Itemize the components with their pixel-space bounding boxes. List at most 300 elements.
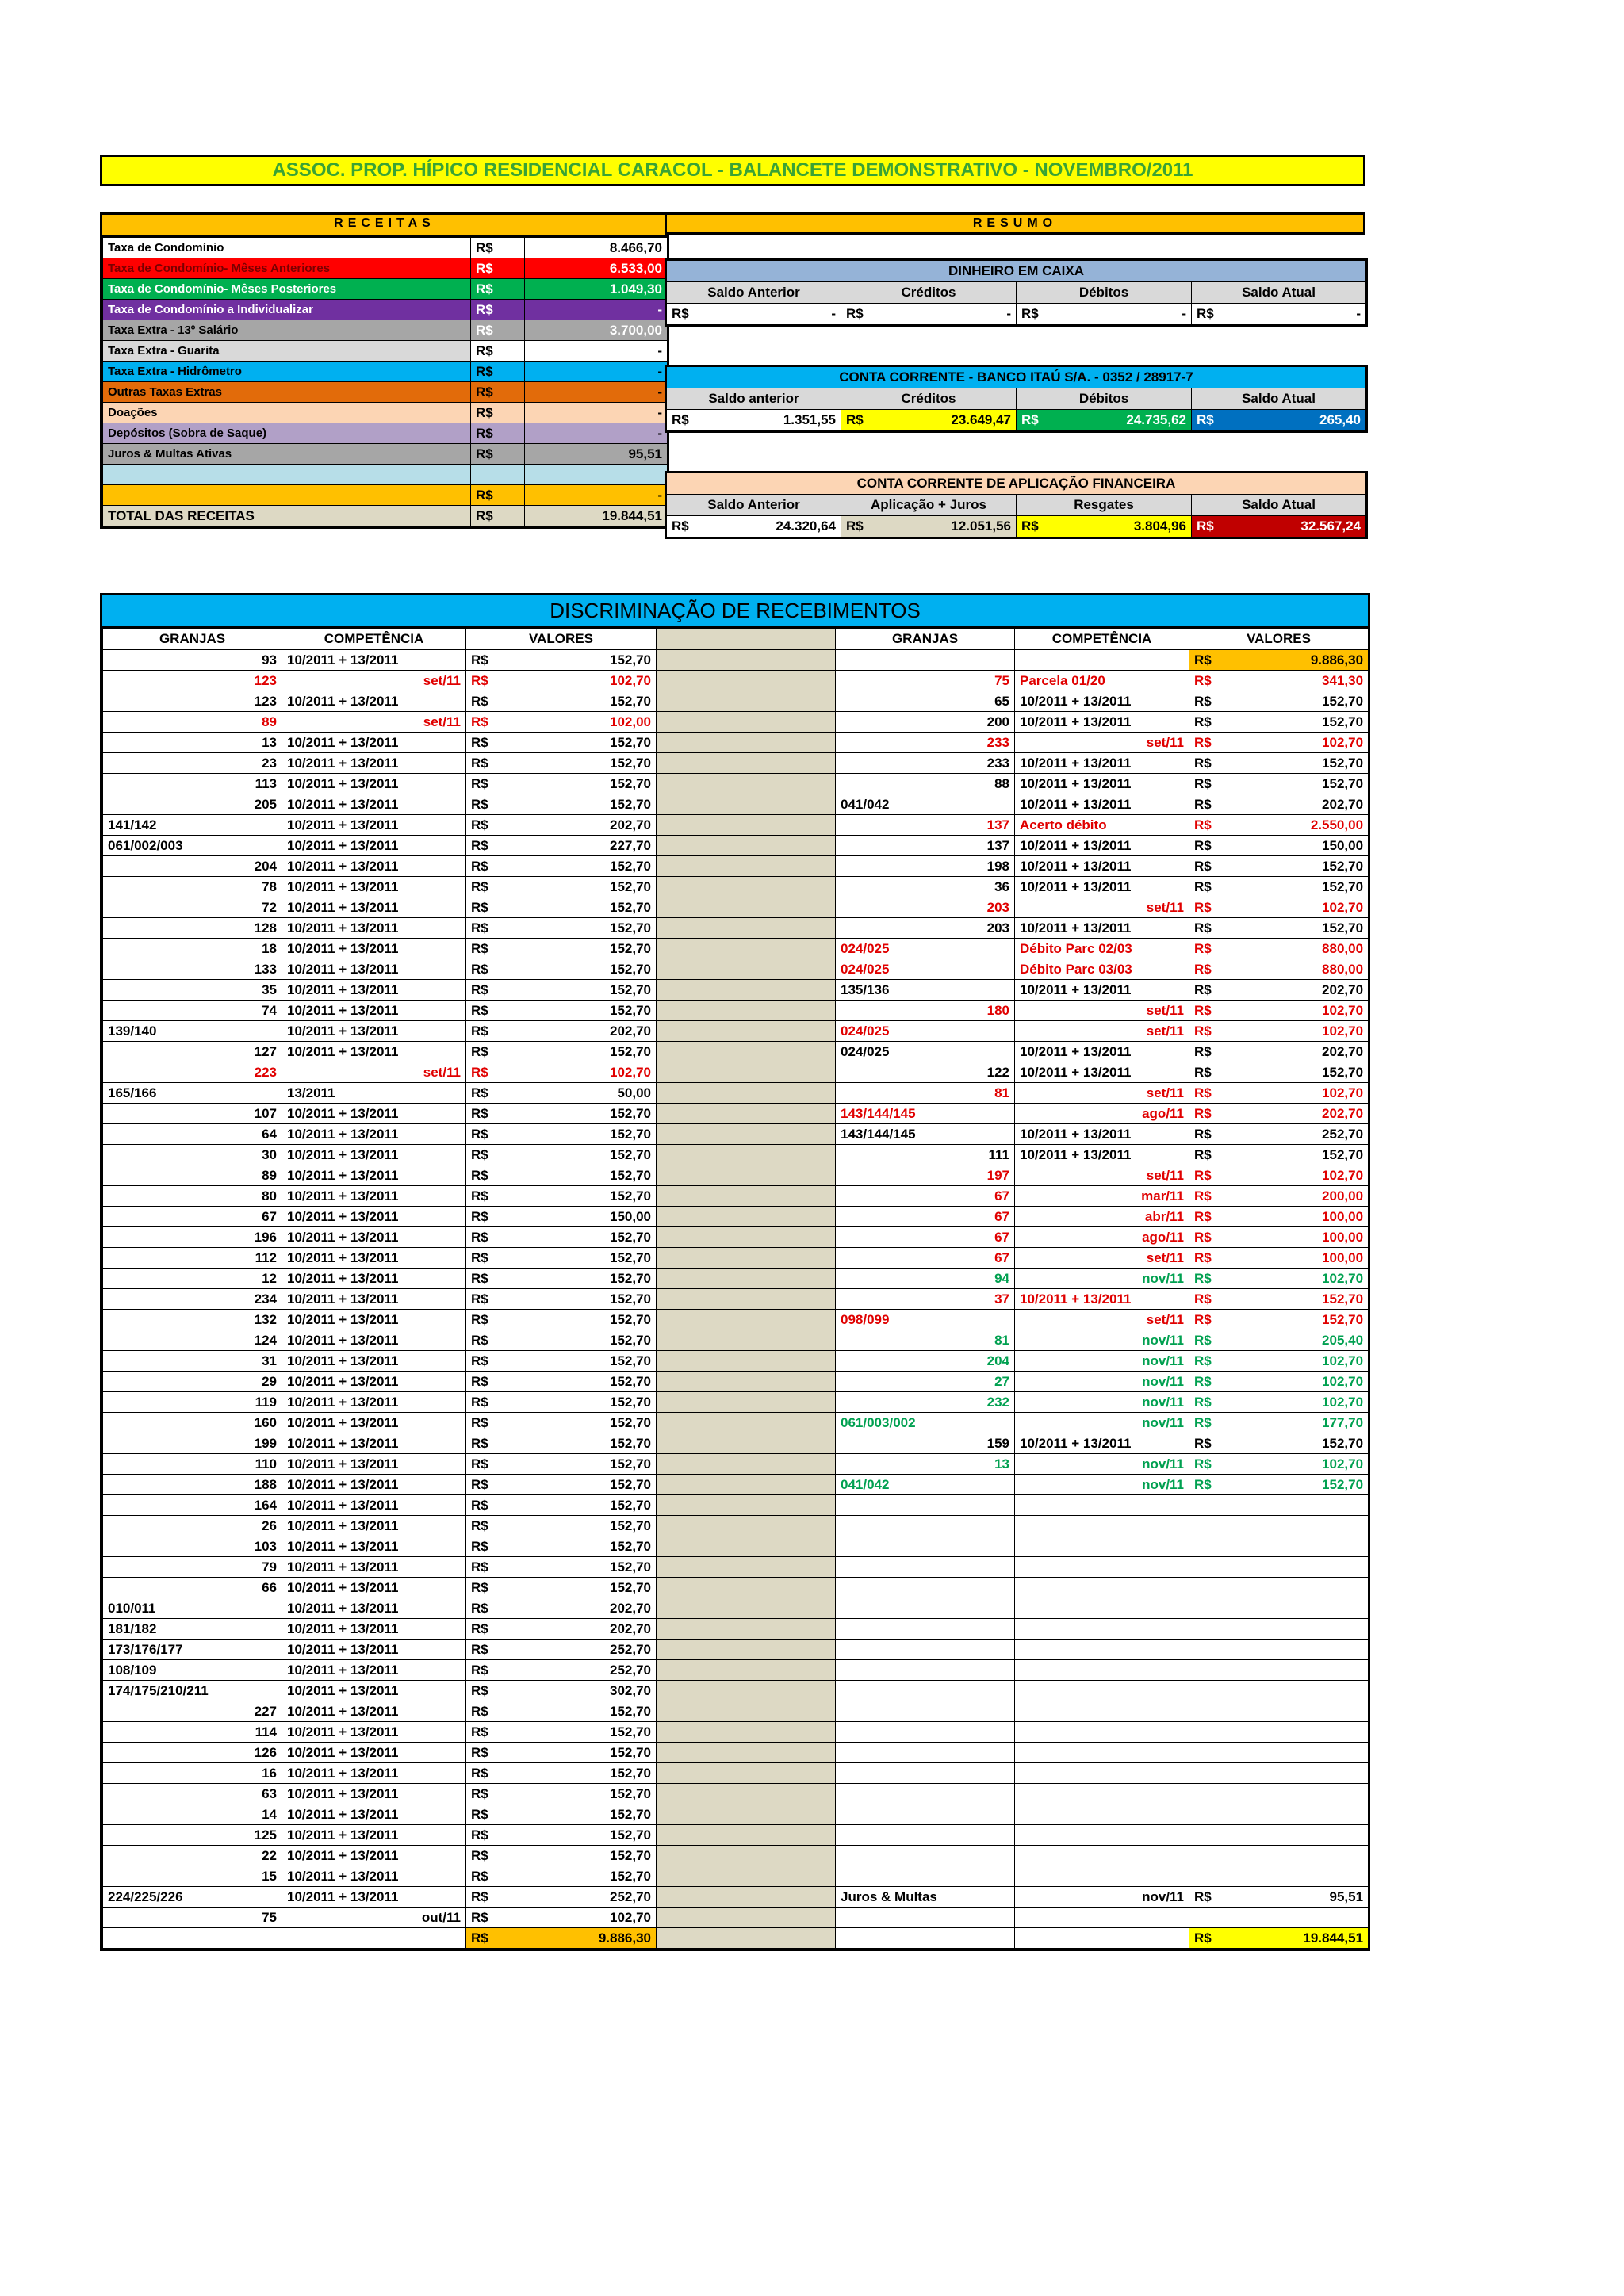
- separator: [657, 1784, 836, 1804]
- right-competencia: 10/2011 + 13/2011: [1015, 794, 1189, 815]
- left-competencia: 10/2011 + 13/2011: [282, 1207, 466, 1227]
- left-currency: R$: [466, 980, 514, 1001]
- left-valor: 152,70: [514, 1392, 657, 1413]
- right-granja: [836, 1495, 1015, 1516]
- table-row: [103, 1846, 1369, 1866]
- right-competencia: set/11: [1015, 1021, 1189, 1042]
- caixa-value: [841, 304, 1017, 326]
- right-total-currency: R$: [1189, 1928, 1237, 1949]
- left-granja: 16: [103, 1763, 282, 1784]
- left-granja: 64: [103, 1124, 282, 1145]
- table-row: [103, 1145, 1369, 1165]
- currency-value: [1017, 304, 1191, 323]
- separator: [657, 691, 836, 712]
- left-currency: R$: [466, 1578, 514, 1598]
- left-valor: 152,70: [514, 1557, 657, 1578]
- conta-title: CONTA CORRENTE - BANCO ITAÚ S/A. - 0352 / 28917-7: [666, 366, 1367, 388]
- left-valor: 152,70: [514, 1372, 657, 1392]
- right-valor: [1237, 1557, 1369, 1578]
- right-currency: R$: [1189, 1186, 1237, 1207]
- left-granja: 89: [103, 1165, 282, 1186]
- currency-value: [1192, 304, 1365, 323]
- right-valor: 102,70: [1237, 1165, 1369, 1186]
- receita-currency: R$: [471, 382, 525, 403]
- separator: [657, 1640, 836, 1660]
- table-row: [103, 1454, 1369, 1475]
- separator: [657, 939, 836, 959]
- right-granja: 232: [836, 1392, 1015, 1413]
- table-row: [103, 671, 1369, 691]
- right-currency: R$: [1189, 1165, 1237, 1186]
- separator: [657, 897, 836, 918]
- left-currency: R$: [466, 753, 514, 774]
- right-granja: 27: [836, 1372, 1015, 1392]
- right-competencia: nov/11: [1015, 1330, 1189, 1351]
- separator: [657, 1578, 836, 1598]
- left-competencia: 10/2011 + 13/2011: [282, 1701, 466, 1722]
- left-valor: 152,70: [514, 1248, 657, 1269]
- table-row: [103, 1227, 1369, 1248]
- right-competencia: nov/11: [1015, 1887, 1189, 1908]
- left-valor: 252,70: [514, 1887, 657, 1908]
- left-competencia: 10/2011 + 13/2011: [282, 1289, 466, 1310]
- currency-value: [1017, 411, 1191, 430]
- right-competencia: [1015, 650, 1189, 671]
- right-granja: 233: [836, 733, 1015, 753]
- right-competencia: set/11: [1015, 1310, 1189, 1330]
- table-row: [103, 1908, 1369, 1928]
- left-valor: 152,70: [514, 1804, 657, 1825]
- table-row: [103, 1351, 1369, 1372]
- left-competencia: 10/2011 + 13/2011: [282, 753, 466, 774]
- separator: [657, 1269, 836, 1289]
- left-currency: R$: [466, 1495, 514, 1516]
- table-row: [103, 1042, 1369, 1062]
- separator: [657, 1825, 836, 1846]
- currency-sign: R$: [1021, 519, 1039, 534]
- right-valor: 102,70: [1237, 733, 1369, 753]
- left-valor: 152,70: [514, 1310, 657, 1330]
- right-currency: R$: [1189, 918, 1237, 939]
- caixa-col: Débitos: [1017, 282, 1192, 304]
- left-valor: 252,70: [514, 1660, 657, 1681]
- right-granja: [836, 1763, 1015, 1784]
- right-valor: 341,30: [1237, 671, 1369, 691]
- left-granja: 227: [103, 1701, 282, 1722]
- left-currency: R$: [466, 650, 514, 671]
- left-competencia: 10/2011 + 13/2011: [282, 691, 466, 712]
- right-currency: R$: [1189, 1289, 1237, 1310]
- right-valor: 880,00: [1237, 939, 1369, 959]
- right-currency: R$: [1189, 1372, 1237, 1392]
- receita-total-row: [103, 506, 668, 526]
- left-valor: 152,70: [514, 1001, 657, 1021]
- left-granja: 196: [103, 1227, 282, 1248]
- receita-value: 3.700,00: [525, 320, 668, 341]
- col-header: GRANJAS: [103, 629, 282, 650]
- left-competencia: 10/2011 + 13/2011: [282, 1619, 466, 1640]
- right-valor: [1237, 1640, 1369, 1660]
- right-granja: [836, 650, 1015, 671]
- left-valor: 152,70: [514, 959, 657, 980]
- right-granja: 233: [836, 753, 1015, 774]
- right-competencia: ago/11: [1015, 1104, 1189, 1124]
- left-granja: 113: [103, 774, 282, 794]
- amount: 265,40: [1320, 412, 1361, 427]
- left-valor: 152,70: [514, 1330, 657, 1351]
- receita-row: [103, 444, 668, 465]
- right-competencia: set/11: [1015, 733, 1189, 753]
- right-competencia: abr/11: [1015, 1207, 1189, 1227]
- left-valor: 152,70: [514, 918, 657, 939]
- receita-currency: R$: [471, 444, 525, 465]
- separator: [657, 671, 836, 691]
- conta-value: [841, 410, 1017, 432]
- left-granja: 31: [103, 1351, 282, 1372]
- aplic-col: Aplicação + Juros: [841, 495, 1017, 516]
- left-competencia: 10/2011 + 13/2011: [282, 1269, 466, 1289]
- left-valor: 152,70: [514, 897, 657, 918]
- left-competencia: 10/2011 + 13/2011: [282, 794, 466, 815]
- left-competencia: 10/2011 + 13/2011: [282, 959, 466, 980]
- total-row: [103, 1928, 1369, 1949]
- left-competencia: 10/2011 + 13/2011: [282, 1640, 466, 1660]
- caixa-col: Saldo Atual: [1192, 282, 1367, 304]
- left-granja: 224/225/226: [103, 1887, 282, 1908]
- left-currency: R$: [466, 1660, 514, 1681]
- left-competencia: 10/2011 + 13/2011: [282, 1846, 466, 1866]
- separator: [657, 1681, 836, 1701]
- right-currency: [1189, 1681, 1237, 1701]
- left-competencia: 10/2011 + 13/2011: [282, 1145, 466, 1165]
- right-currency: [1189, 1804, 1237, 1825]
- left-valor: 152,70: [514, 1578, 657, 1598]
- right-competencia: [1015, 1846, 1189, 1866]
- table-row: [103, 836, 1369, 856]
- right-valor: 102,70: [1237, 1269, 1369, 1289]
- separator: [657, 1124, 836, 1145]
- left-currency: R$: [466, 1104, 514, 1124]
- right-granja: 098/099: [836, 1310, 1015, 1330]
- table-row: [103, 1392, 1369, 1413]
- receita-currency: R$: [471, 238, 525, 258]
- receita-currency: R$: [471, 279, 525, 300]
- receita-value: 95,51: [525, 444, 668, 465]
- left-competencia: 10/2011 + 13/2011: [282, 1578, 466, 1598]
- right-currency: R$: [1189, 753, 1237, 774]
- table-row: [103, 733, 1369, 753]
- left-valor: 152,70: [514, 980, 657, 1001]
- receita-value: -: [525, 341, 668, 362]
- left-competencia: 10/2011 + 13/2011: [282, 1124, 466, 1145]
- conta-col: Créditos: [841, 388, 1017, 410]
- table-row: [103, 1516, 1369, 1536]
- resumo-header: RESUMO: [665, 212, 1365, 235]
- separator: [657, 629, 836, 650]
- left-currency: R$: [466, 1330, 514, 1351]
- table-row: [103, 1083, 1369, 1104]
- separator: [657, 733, 836, 753]
- left-granja: 204: [103, 856, 282, 877]
- right-valor: 102,70: [1237, 1021, 1369, 1042]
- amount: -: [831, 306, 836, 321]
- table-row: [103, 1310, 1369, 1330]
- right-competencia: 10/2011 + 13/2011: [1015, 1062, 1189, 1083]
- right-competencia: [1015, 1619, 1189, 1640]
- right-competencia: [1015, 1557, 1189, 1578]
- receita-value: -: [525, 485, 668, 506]
- col-header: GRANJAS: [836, 629, 1015, 650]
- right-currency: R$: [1189, 897, 1237, 918]
- right-valor: 102,70: [1237, 897, 1369, 918]
- separator: [657, 1021, 836, 1042]
- right-granja: 135/136: [836, 980, 1015, 1001]
- left-granja: 74: [103, 1001, 282, 1021]
- table-row: [103, 691, 1369, 712]
- table-row: [103, 1640, 1369, 1660]
- right-currency: R$: [1189, 1124, 1237, 1145]
- right-competencia: [1015, 1660, 1189, 1681]
- receita-label: Taxa de Condomínio: [103, 238, 471, 258]
- right-valor: 9.886,30: [1237, 650, 1369, 671]
- right-competencia: [1015, 1681, 1189, 1701]
- table-row: [103, 1722, 1369, 1743]
- right-currency: R$: [1189, 1248, 1237, 1269]
- right-currency: [1189, 1825, 1237, 1846]
- aplic-value: [1192, 516, 1367, 538]
- right-competencia: [1015, 1516, 1189, 1536]
- right-valor: 102,70: [1237, 1454, 1369, 1475]
- left-currency: R$: [466, 877, 514, 897]
- right-competencia: [1015, 1784, 1189, 1804]
- right-valor: 880,00: [1237, 959, 1369, 980]
- caixa-col: Créditos: [841, 282, 1017, 304]
- left-valor: 302,70: [514, 1681, 657, 1701]
- left-competencia: 10/2011 + 13/2011: [282, 1104, 466, 1124]
- right-valor: [1237, 1701, 1369, 1722]
- left-competencia: 10/2011 + 13/2011: [282, 1433, 466, 1454]
- separator: [657, 1619, 836, 1640]
- left-currency: R$: [466, 1681, 514, 1701]
- left-competencia: 10/2011 + 13/2011: [282, 1763, 466, 1784]
- caixa-value: [1017, 304, 1192, 326]
- right-currency: R$: [1189, 1269, 1237, 1289]
- left-competencia: 10/2011 + 13/2011: [282, 1784, 466, 1804]
- left-granja: 181/182: [103, 1619, 282, 1640]
- receita-value: 1.049,30: [525, 279, 668, 300]
- left-currency: R$: [466, 1619, 514, 1640]
- currency-value: [667, 304, 841, 323]
- right-valor: [1237, 1866, 1369, 1887]
- right-granja: 111: [836, 1145, 1015, 1165]
- separator: [657, 1289, 836, 1310]
- receita-row: [103, 320, 668, 341]
- table-row: [103, 1681, 1369, 1701]
- left-competencia: 10/2011 + 13/2011: [282, 1475, 466, 1495]
- separator: [657, 1413, 836, 1433]
- right-valor: [1237, 1495, 1369, 1516]
- left-valor: 152,70: [514, 877, 657, 897]
- left-valor: 202,70: [514, 815, 657, 836]
- left-valor: 152,70: [514, 1104, 657, 1124]
- separator: [657, 794, 836, 815]
- right-valor: 152,70: [1237, 918, 1369, 939]
- table-row: [103, 877, 1369, 897]
- left-granja: 127: [103, 1042, 282, 1062]
- right-valor: [1237, 1722, 1369, 1743]
- left-valor: 152,70: [514, 1186, 657, 1207]
- right-granja: 143/144/145: [836, 1104, 1015, 1124]
- right-valor: 152,70: [1237, 753, 1369, 774]
- currency-sign: R$: [672, 519, 689, 534]
- separator: [657, 1804, 836, 1825]
- left-currency: R$: [466, 1124, 514, 1145]
- separator: [657, 815, 836, 836]
- left-valor: 152,70: [514, 1454, 657, 1475]
- right-competencia: nov/11: [1015, 1269, 1189, 1289]
- conta-col: Saldo anterior: [666, 388, 841, 410]
- left-valor: 152,70: [514, 1351, 657, 1372]
- right-currency: R$: [1189, 1021, 1237, 1042]
- separator: [657, 1887, 836, 1908]
- right-competencia: nov/11: [1015, 1392, 1189, 1413]
- right-currency: R$: [1189, 1413, 1237, 1433]
- left-valor: 202,70: [514, 1598, 657, 1619]
- right-granja: [836, 1846, 1015, 1866]
- separator: [657, 1598, 836, 1619]
- right-granja: 197: [836, 1165, 1015, 1186]
- right-currency: R$: [1189, 733, 1237, 753]
- right-competencia: set/11: [1015, 1165, 1189, 1186]
- right-granja: [836, 1640, 1015, 1660]
- right-valor: [1237, 1763, 1369, 1784]
- right-competencia: mar/11: [1015, 1186, 1189, 1207]
- receita-row: [103, 362, 668, 382]
- amount: 24.320,64: [776, 519, 836, 534]
- left-granja: 234: [103, 1289, 282, 1310]
- right-valor: 100,00: [1237, 1207, 1369, 1227]
- right-granja: 88: [836, 774, 1015, 794]
- separator: [657, 856, 836, 877]
- currency-sign: R$: [846, 412, 864, 427]
- left-currency: R$: [466, 959, 514, 980]
- right-competencia: Parcela 01/20: [1015, 671, 1189, 691]
- receita-label: Depósitos (Sobra de Saque): [103, 423, 471, 444]
- right-currency: [1189, 1536, 1237, 1557]
- separator: [657, 1372, 836, 1392]
- separator: [657, 1536, 836, 1557]
- separator: [657, 1392, 836, 1413]
- right-valor: 205,40: [1237, 1330, 1369, 1351]
- right-granja: [836, 1908, 1015, 1928]
- right-competencia: 10/2011 + 13/2011: [1015, 712, 1189, 733]
- right-competencia: 10/2011 + 13/2011: [1015, 753, 1189, 774]
- separator: [657, 1207, 836, 1227]
- left-currency: R$: [466, 1042, 514, 1062]
- left-currency: R$: [466, 794, 514, 815]
- amount: 24.735,62: [1126, 412, 1186, 427]
- receita-row: [103, 238, 668, 258]
- currency-sign: R$: [1197, 412, 1214, 427]
- left-currency: R$: [466, 671, 514, 691]
- separator: [657, 1042, 836, 1062]
- right-competencia: [1015, 1536, 1189, 1557]
- receita-row: [103, 258, 668, 279]
- right-currency: [1189, 1784, 1237, 1804]
- left-granja: 35: [103, 980, 282, 1001]
- left-currency: R$: [466, 1640, 514, 1660]
- col-header: VALORES: [1189, 629, 1369, 650]
- receita-row: [103, 382, 668, 403]
- receita-value: -: [525, 382, 668, 403]
- aplic-col: Resgates: [1017, 495, 1192, 516]
- receita-currency: R$: [471, 506, 525, 526]
- aplic-title: CONTA CORRENTE DE APLICAÇÃO FINANCEIRA: [666, 473, 1367, 495]
- left-granja: 29: [103, 1372, 282, 1392]
- left-currency: R$: [466, 1454, 514, 1475]
- left-valor: 152,70: [514, 753, 657, 774]
- right-granja: [836, 1598, 1015, 1619]
- right-granja: [836, 1660, 1015, 1681]
- table-row: [103, 650, 1369, 671]
- right-granja: [836, 1866, 1015, 1887]
- right-granja: 67: [836, 1227, 1015, 1248]
- left-valor: 152,70: [514, 856, 657, 877]
- right-granja: 200: [836, 712, 1015, 733]
- receita-currency: R$: [471, 320, 525, 341]
- separator: [657, 877, 836, 897]
- receita-label: Doações: [103, 403, 471, 423]
- right-granja: 198: [836, 856, 1015, 877]
- left-total-currency: R$: [466, 1928, 514, 1949]
- separator: [657, 1763, 836, 1784]
- left-total-value: 9.886,30: [514, 1928, 657, 1949]
- right-valor: 152,70: [1237, 1289, 1369, 1310]
- right-competencia: 10/2011 + 13/2011: [1015, 1289, 1189, 1310]
- left-currency: R$: [466, 815, 514, 836]
- caixa-col: Saldo Anterior: [666, 282, 841, 304]
- left-currency: R$: [466, 1372, 514, 1392]
- table-row: [103, 1578, 1369, 1598]
- left-currency: R$: [466, 712, 514, 733]
- left-competencia: 10/2011 + 13/2011: [282, 1021, 466, 1042]
- receita-row: [103, 341, 668, 362]
- left-competencia: 10/2011 + 13/2011: [282, 1330, 466, 1351]
- right-currency: R$: [1189, 1310, 1237, 1330]
- left-granja: 63: [103, 1784, 282, 1804]
- currency-value: [1192, 517, 1365, 536]
- right-granja: [836, 1557, 1015, 1578]
- left-competencia: 10/2011 + 13/2011: [282, 1536, 466, 1557]
- page-title: ASSOC. PROP. HÍPICO RESIDENCIAL CARACOL - BALANCETE DEMONSTRATIVO - NOVEMBRO/2011: [100, 155, 1365, 186]
- left-currency: R$: [466, 1557, 514, 1578]
- receitas-panel: [100, 212, 669, 529]
- receita-value: -: [525, 423, 668, 444]
- right-granja: 204: [836, 1351, 1015, 1372]
- right-valor: [1237, 1681, 1369, 1701]
- receita-value: 8.466,70: [525, 238, 668, 258]
- left-currency: R$: [466, 1145, 514, 1165]
- aplic-value: [666, 516, 841, 538]
- separator: [657, 1743, 836, 1763]
- right-competencia: [1015, 1743, 1189, 1763]
- currency-sign: R$: [846, 519, 864, 534]
- caixa-table: [665, 258, 1368, 327]
- col-header: COMPETÊNCIA: [282, 629, 466, 650]
- left-competencia: 10/2011 + 13/2011: [282, 1392, 466, 1413]
- conta-col: Saldo Atual: [1192, 388, 1367, 410]
- table-row: [103, 1330, 1369, 1351]
